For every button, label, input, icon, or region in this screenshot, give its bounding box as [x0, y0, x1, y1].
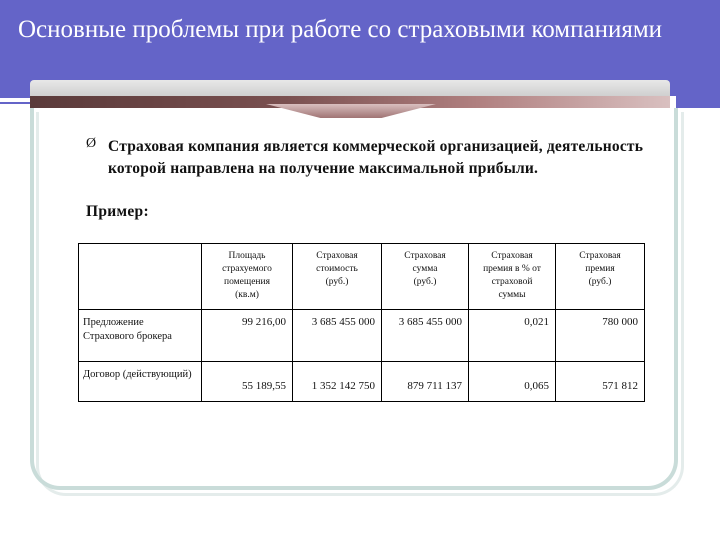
table-cell: 879 711 137 — [382, 362, 469, 402]
bullet-arrow-icon: Ø — [86, 136, 97, 151]
row-label: Договор (действующий) — [79, 362, 202, 402]
header-premium-percent: Страховая премия в % от страховой суммы — [483, 251, 541, 300]
table-cell: 3 685 455 000 — [382, 310, 469, 362]
table-row — [79, 362, 645, 402]
table-cell: 0,065 — [469, 362, 556, 402]
slide-title: Основные проблемы при работе со страховыми компаниями — [18, 16, 663, 43]
table-cell: 780 000 — [556, 310, 645, 362]
title-bar-stub — [676, 96, 720, 108]
table-header-cell — [79, 244, 202, 310]
header-premium-rub: Страховая премия (руб.) — [579, 251, 621, 287]
table-cell: 1 352 142 750 — [293, 362, 382, 402]
insurance-table — [78, 243, 645, 402]
header-insured-value: Страховая стоимость (руб.) — [316, 251, 358, 287]
header-area: Площадь страхуемого помещения (кв.м) — [222, 251, 272, 300]
table-cell: 571 812 — [556, 362, 645, 402]
row-label: Предложение Страхового брокера — [79, 310, 202, 362]
bullet-text: Страховая компания является коммерческой организацией, деятельность которой направлена на получение максимальной прибыли. — [108, 138, 644, 177]
table-cell: 99 216,00 — [202, 310, 293, 362]
example-label: Пример: — [86, 203, 149, 220]
table-header-row — [79, 244, 645, 310]
table-header-cell — [202, 244, 293, 310]
table-cell: 0,021 — [469, 310, 556, 362]
table-header-cell — [382, 244, 469, 310]
table-row — [79, 310, 645, 362]
table-cell: 55 189,55 — [202, 362, 293, 402]
table-cell: 3 685 455 000 — [293, 310, 382, 362]
table-header-cell — [293, 244, 382, 310]
table-header-cell — [469, 244, 556, 310]
header-insured-sum: Страховая сумма (руб.) — [404, 251, 446, 287]
table-header-cell — [556, 244, 645, 310]
